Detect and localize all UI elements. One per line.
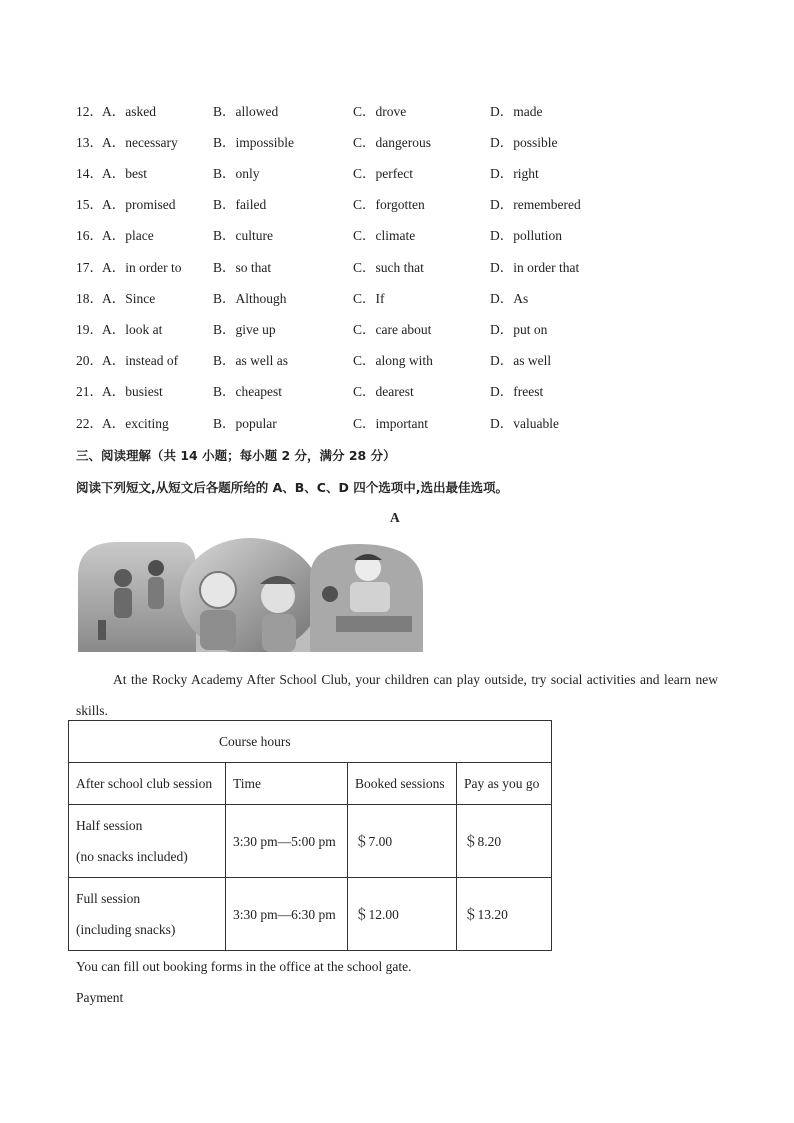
- option-b: B．cheapest: [213, 384, 282, 399]
- question-number: 17．: [76, 260, 103, 275]
- option-d: D．valuable: [490, 416, 559, 431]
- option-c: C．such that: [353, 260, 424, 275]
- section-title: 三、阅读理解（共 14 小题；每小题 2 分，满分 28 分）: [76, 448, 396, 463]
- question-number: 14．: [76, 166, 103, 181]
- option-a: A．exciting: [102, 416, 169, 431]
- children-photo-collage: [78, 538, 423, 652]
- option-b: B．give up: [213, 322, 276, 337]
- session-name: Full session: [76, 891, 141, 906]
- payg-price-cell: ＄13.20: [457, 878, 552, 951]
- option-a: A．place: [102, 228, 154, 243]
- option-d: D．as well: [490, 353, 552, 368]
- option-c: C．care about: [353, 322, 432, 337]
- option-a: A．best: [102, 166, 147, 181]
- booked-price-cell: ＄12.00: [348, 878, 457, 951]
- session-name: Half session: [76, 818, 143, 833]
- option-d: D．made: [490, 104, 543, 119]
- option-c: C．forgotten: [353, 197, 425, 212]
- photo-image: [78, 538, 423, 652]
- question-number: 15．: [76, 197, 103, 212]
- question-number: 21．: [76, 384, 103, 399]
- option-a: A．busiest: [102, 384, 163, 399]
- option-a: A．necessary: [102, 135, 178, 150]
- option-c: C．dangerous: [353, 135, 431, 150]
- instruction-text: 阅读下列短文,从短文后各题所给的 A、B、C、D 四个选项中,选出最佳选项。: [76, 480, 508, 495]
- intro-paragraph: At the Rocky Academy After School Club, your children can play outside, try social activities and learn new skills.: [76, 672, 718, 718]
- session-note: (including snacks): [76, 922, 176, 937]
- question-number: 22．: [76, 416, 103, 431]
- option-d: D．remembered: [490, 197, 581, 212]
- option-b: B．as well as: [213, 353, 288, 368]
- option-b: B．culture: [213, 228, 273, 243]
- option-d: D．put on: [490, 322, 548, 337]
- time-cell: 3:30 pm—6:30 pm: [226, 878, 348, 951]
- option-a: A．look at: [102, 322, 163, 337]
- option-b: B．Although: [213, 291, 287, 306]
- booked-price-cell: ＄7.00: [348, 805, 457, 878]
- option-c: C．important: [353, 416, 428, 431]
- question-number: 18．: [76, 291, 103, 306]
- option-d: D．As: [490, 291, 529, 306]
- question-number: 16．: [76, 228, 103, 243]
- option-c: C．perfect: [353, 166, 413, 181]
- option-b: B．impossible: [213, 135, 295, 150]
- question-number: 13．: [76, 135, 103, 150]
- session-cell: [69, 805, 226, 878]
- table-row: [69, 878, 552, 951]
- option-b: B．only: [213, 166, 260, 181]
- option-d: D．right: [490, 166, 539, 181]
- session-note: (no snacks included): [76, 849, 188, 864]
- course-hours-table: [68, 720, 552, 951]
- option-a: A．instead of: [102, 353, 179, 368]
- table-header-session: After school club session: [69, 763, 226, 805]
- option-a: A．in order to: [102, 260, 182, 275]
- question-number: 12．: [76, 104, 103, 119]
- option-a: A．Since: [102, 291, 156, 306]
- table-caption: Course hours: [69, 721, 552, 763]
- booking-note: You can fill out booking forms in the office at the school gate.: [76, 959, 412, 974]
- option-d: D．freest: [490, 384, 544, 399]
- time-cell: 3:30 pm—5:00 pm: [226, 805, 348, 878]
- table-row: [69, 805, 552, 878]
- option-c: C．climate: [353, 228, 416, 243]
- option-d: D．pollution: [490, 228, 563, 243]
- table-header-payg: Pay as you go: [457, 763, 552, 805]
- option-c: C．drove: [353, 104, 407, 119]
- option-d: D．possible: [490, 135, 558, 150]
- option-b: B．popular: [213, 416, 277, 431]
- table-header-booked: Booked sessions: [348, 763, 457, 805]
- option-b: B．failed: [213, 197, 267, 212]
- option-a: A．promised: [102, 197, 176, 212]
- session-cell: [69, 878, 226, 951]
- question-number: 19．: [76, 322, 103, 337]
- table-header-time: Time: [226, 763, 348, 805]
- option-d: D．in order that: [490, 260, 580, 275]
- question-number: 20．: [76, 353, 103, 368]
- payg-price-cell: ＄8.20: [457, 805, 552, 878]
- option-b: B．so that: [213, 260, 272, 275]
- passage-label: A: [390, 510, 400, 525]
- option-b: B．allowed: [213, 104, 279, 119]
- payment-heading: Payment: [76, 990, 124, 1005]
- option-c: C．dearest: [353, 384, 414, 399]
- option-c: C．If: [353, 291, 385, 306]
- option-c: C．along with: [353, 353, 433, 368]
- option-a: A．asked: [102, 104, 156, 119]
